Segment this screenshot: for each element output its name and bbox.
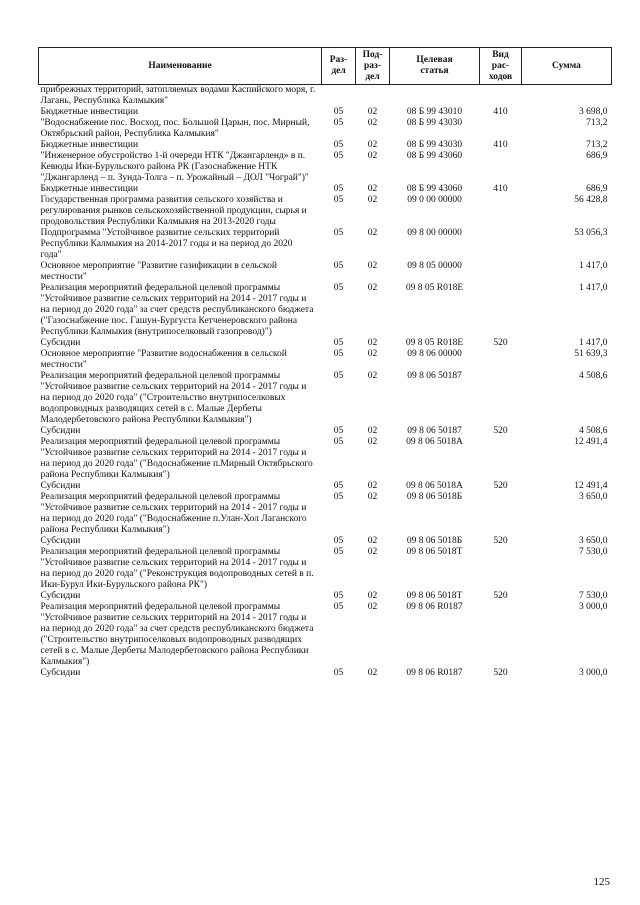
cell-razdel: 05 bbox=[333, 228, 344, 238]
cell-razdel: 05 bbox=[333, 602, 344, 612]
header-expense-type: Вид рас- ходов bbox=[480, 48, 522, 85]
table-row bbox=[39, 437, 612, 481]
cell-podrazdel: 02 bbox=[367, 118, 378, 128]
cell-name: Бюджетные инвестиции bbox=[40, 107, 139, 117]
cell-podrazdel: 02 bbox=[367, 426, 378, 436]
table-row bbox=[39, 151, 612, 184]
cell-podrazdel: 02 bbox=[367, 338, 378, 348]
cell-razdel: 05 bbox=[333, 426, 344, 436]
cell-razdel: 05 bbox=[333, 492, 344, 502]
cell-expense-type: 520 bbox=[493, 536, 508, 546]
cell-target-article: 08 Б 99 43060 bbox=[406, 151, 463, 161]
cell-podrazdel: 02 bbox=[367, 602, 378, 612]
cell-podrazdel: 02 bbox=[367, 591, 378, 601]
cell-podrazdel: 02 bbox=[367, 349, 378, 359]
cell-podrazdel: 02 bbox=[367, 668, 378, 678]
cell-sum: 12 491,4 bbox=[574, 481, 608, 491]
table-row bbox=[39, 591, 612, 602]
cell-razdel: 05 bbox=[333, 184, 344, 194]
header-razdel: Раз- дел bbox=[322, 48, 356, 85]
cell-expense-type bbox=[480, 261, 522, 283]
budget-table-page bbox=[38, 47, 611, 679]
cell-target-article: 09 8 06 5018А bbox=[406, 481, 463, 491]
cell-target-article: 09 8 05 00000 bbox=[407, 261, 462, 271]
cell-sum: 1 417,0 bbox=[579, 261, 608, 271]
cell-razdel: 05 bbox=[333, 547, 344, 557]
cell-podrazdel: 02 bbox=[367, 261, 378, 271]
cell-razdel: 05 bbox=[333, 481, 344, 491]
cell-name: "Водоснабжение пос. Восход, пос. Большой Царын, пос. Мирный, Октябрьский район, Республика Калмыкия" bbox=[40, 118, 310, 139]
cell-name: Реализация мероприятий федеральной целевой программы "Устойчивое развитие сельских территорий на 2014 - 2017 годы и на период до 2020 года" за счет средств республиканского бюджета ("Строительство внутрипоселковых водопроводных разводящих сетей в с. Малые Дербеты Малодербетовского района Республики Калмыкия") bbox=[40, 602, 314, 667]
cell-razdel: 05 bbox=[333, 668, 344, 678]
cell-podrazdel: 02 bbox=[367, 481, 378, 491]
cell-expense-type: 520 bbox=[493, 426, 508, 436]
cell-target-article: 08 Б 99 43030 bbox=[406, 118, 463, 128]
cell-sum: 4 508,6 bbox=[579, 426, 608, 436]
cell-name: Субсидии bbox=[40, 481, 81, 491]
cell-target-article: 08 Б 99 43060 bbox=[406, 184, 463, 194]
table-row bbox=[39, 140, 612, 151]
cell-expense-type: 520 bbox=[493, 668, 508, 678]
cell-sum: 3 698,0 bbox=[579, 107, 608, 117]
cell-sum: 1 417,0 bbox=[579, 283, 608, 293]
cell-name: Бюджетные инвестиции bbox=[40, 140, 139, 150]
cell-podrazdel: 02 bbox=[367, 437, 378, 447]
budget-table bbox=[38, 47, 612, 679]
cell-podrazdel: 02 bbox=[367, 536, 378, 546]
cell-target-article: 09 8 06 50187 bbox=[407, 426, 462, 436]
cell-razdel: 05 bbox=[333, 283, 344, 293]
table-row bbox=[39, 426, 612, 437]
cell-target-article: 09 0 00 00000 bbox=[407, 195, 462, 205]
table-header-row bbox=[39, 48, 612, 85]
cell-podrazdel: 02 bbox=[367, 371, 378, 381]
cell-name: Основное мероприятие "Развитие газификации в сельской местности" bbox=[40, 261, 277, 282]
page-number: 125 bbox=[593, 876, 610, 888]
cell-target-article: 09 8 06 5018Б bbox=[406, 492, 463, 502]
cell-name: Основное мероприятие "Развитие водоснабжения в сельской местности" bbox=[40, 349, 287, 370]
cell-target-article: 09 8 06 5018Б bbox=[406, 536, 463, 546]
cell-name: Реализация мероприятий федеральной целевой программы "Устойчивое развитие сельских территорий на 2014 - 2017 годы и на период до 2020 года" ("Водоснабжение п.Мирный Октябрьского района Республики Калмыкия") bbox=[40, 437, 313, 480]
cell-expense-type: 520 bbox=[493, 338, 508, 348]
cell-sum: 3 000,0 bbox=[579, 602, 608, 612]
cell-sum: 713,2 bbox=[586, 118, 608, 128]
table-body bbox=[39, 85, 612, 680]
cell-name: Субсидии bbox=[40, 426, 81, 436]
cell-expense-type bbox=[480, 547, 522, 591]
cell-sum: 686,9 bbox=[586, 184, 608, 194]
cell-razdel: 05 bbox=[333, 591, 344, 601]
cell-expense-type bbox=[480, 437, 522, 481]
cell-razdel: 05 bbox=[333, 195, 344, 205]
cell-razdel: 05 bbox=[333, 437, 344, 447]
table-row bbox=[39, 85, 612, 108]
cell-target-article: 09 8 06 5018Т bbox=[406, 591, 463, 601]
table-row bbox=[39, 668, 612, 679]
cell-expense-type bbox=[480, 118, 522, 140]
cell-razdel: 05 bbox=[333, 349, 344, 359]
table-row bbox=[39, 118, 612, 140]
cell-target-article: 09 8 06 5018Т bbox=[406, 547, 463, 557]
cell-podrazdel: 02 bbox=[367, 140, 378, 150]
cell-expense-type bbox=[480, 283, 522, 338]
table-row bbox=[39, 283, 612, 338]
table-row bbox=[39, 492, 612, 536]
table-row bbox=[39, 349, 612, 371]
cell-sum: 3 650,0 bbox=[579, 492, 608, 502]
cell-target-article: 09 8 06 5018А bbox=[406, 437, 463, 447]
cell-name: Бюджетные инвестиции bbox=[40, 184, 139, 194]
cell-target-article bbox=[390, 85, 480, 108]
cell-razdel: 05 bbox=[333, 371, 344, 381]
header-sum: Сумма bbox=[522, 48, 612, 85]
cell-name: Реализация мероприятий федеральной целевой программы "Устойчивое развитие сельских территорий на 2014 - 2017 годы и на период до 2020 года" ("Строительство внутрипоселковых водопроводных разводящих сетей в с. Малые Дербеты Малодербетовского района Республики Калмыкия") bbox=[40, 371, 307, 425]
table-row bbox=[39, 371, 612, 426]
cell-expense-type bbox=[480, 151, 522, 184]
cell-name: прибрежных территорий, затопляемых водами Каспийского моря, г. Лагань, Республика Калмыкия" bbox=[40, 85, 316, 106]
cell-razdel: 05 bbox=[333, 536, 344, 546]
cell-target-article: 09 8 06 50187 bbox=[407, 371, 462, 381]
cell-expense-type bbox=[480, 349, 522, 371]
cell-podrazdel: 02 bbox=[367, 151, 378, 161]
cell-target-article: 08 Б 99 43030 bbox=[406, 140, 463, 150]
cell-podrazdel: 02 bbox=[367, 107, 378, 117]
cell-sum: 3 000,0 bbox=[579, 668, 608, 678]
cell-target-article: 09 8 06 00000 bbox=[407, 349, 462, 359]
table-row bbox=[39, 228, 612, 261]
table-row bbox=[39, 107, 612, 118]
header-name: Наименование bbox=[39, 48, 322, 85]
table-row bbox=[39, 602, 612, 668]
cell-expense-type bbox=[480, 371, 522, 426]
cell-sum: 4 508,6 bbox=[579, 371, 608, 381]
cell-sum: 53 056,3 bbox=[574, 228, 608, 238]
cell-target-article: 09 8 05 R018E bbox=[405, 283, 464, 293]
cell-name: Субсидии bbox=[40, 536, 81, 546]
cell-expense-type: 410 bbox=[493, 140, 508, 150]
header-podrazdel: Под- раз- дел bbox=[356, 48, 390, 85]
cell-sum: 7 530,0 bbox=[579, 591, 608, 601]
cell-expense-type: 410 bbox=[493, 107, 508, 117]
cell-razdel: 05 bbox=[333, 140, 344, 150]
cell-sum: 1 417,0 bbox=[579, 338, 608, 348]
cell-name: Реализация мероприятий федеральной целевой программы "Устойчивое развитие сельских территорий на 2014 - 2017 годы и на период до 2020 года" ("Водоснабжение п.Улан-Хол Лаганского района Республики Калмыкия") bbox=[40, 492, 307, 535]
cell-target-article: 09 8 06 R0187 bbox=[406, 668, 463, 678]
cell-name: Государственная программа развития сельского хозяйства и регулирования рынков сельскохозяйственной продукции, сырья и продовольствия Республики Калмыкия на 2013-2020 годы bbox=[40, 195, 307, 227]
cell-name: Субсидии bbox=[40, 338, 81, 348]
cell-expense-type bbox=[480, 492, 522, 536]
table-row bbox=[39, 184, 612, 195]
cell-sum bbox=[522, 85, 612, 108]
cell-sum: 713,2 bbox=[586, 140, 608, 150]
table-row bbox=[39, 547, 612, 591]
cell-expense-type: 410 bbox=[493, 184, 508, 194]
header-target-article: Целевая статья bbox=[390, 48, 480, 85]
cell-expense-type bbox=[480, 602, 522, 668]
cell-razdel: 05 bbox=[333, 107, 344, 117]
cell-target-article: 09 8 06 R0187 bbox=[406, 602, 463, 612]
cell-podrazdel: 02 bbox=[367, 184, 378, 194]
cell-expense-type: 520 bbox=[493, 591, 508, 601]
cell-sum: 12 491,4 bbox=[574, 437, 608, 447]
cell-name: Подпрограмма "Устойчивое развитие сельских территорий Республики Калмыкия на 2014-2017 годы и на период до 2020 года" bbox=[40, 228, 293, 260]
cell-expense-type bbox=[480, 85, 522, 108]
cell-sum: 686,9 bbox=[586, 151, 608, 161]
table-row bbox=[39, 195, 612, 228]
cell-podrazdel: 02 bbox=[367, 547, 378, 557]
cell-target-article: 09 8 05 R018E bbox=[405, 338, 464, 348]
cell-razdel bbox=[322, 85, 356, 108]
cell-expense-type bbox=[480, 228, 522, 261]
cell-name: "Инженерное обустройство 1-й очереди НТК "Джангарленд» в п. Кевюды Ики-Бурульского района РК (Газоснабжение НТК "Джангарленд – п. Зунда-Толга – п. Урожайный – ДОЛ "Чограй")" bbox=[40, 151, 309, 183]
cell-podrazdel bbox=[356, 85, 390, 108]
table-row bbox=[39, 481, 612, 492]
cell-sum: 56 428,8 bbox=[574, 195, 608, 205]
cell-podrazdel: 02 bbox=[367, 228, 378, 238]
cell-razdel: 05 bbox=[333, 261, 344, 271]
cell-razdel: 05 bbox=[333, 151, 344, 161]
cell-expense-type bbox=[480, 195, 522, 228]
cell-target-article: 08 Б 99 43010 bbox=[406, 107, 463, 117]
cell-name: Субсидии bbox=[40, 591, 81, 601]
cell-target-article: 09 8 00 00000 bbox=[407, 228, 462, 238]
cell-name: Субсидии bbox=[40, 668, 81, 678]
cell-podrazdel: 02 bbox=[367, 492, 378, 502]
cell-expense-type: 520 bbox=[493, 481, 508, 491]
cell-name: Реализация мероприятий федеральной целевой программы "Устойчивое развитие сельских территорий на 2014 - 2017 годы и на период до 2020 года" ("Реконструкция водопроводных сетей в п. Ики-Бурул Ики-Бурульского района РК") bbox=[40, 547, 314, 590]
cell-name: Реализация мероприятий федеральной целевой программы "Устойчивое развитие сельских территорий на 2014 - 2017 годы и на период до 2020 года" за счет средств республиканского бюджета ("Газоснабжение пос. Гашун-Бургуста Кетченеровского района Республики Калмыкия (внутрипоселковый газопровод)") bbox=[40, 283, 314, 337]
cell-podrazdel: 02 bbox=[367, 195, 378, 205]
cell-razdel: 05 bbox=[333, 118, 344, 128]
cell-sum: 7 530,0 bbox=[579, 547, 608, 557]
table-row bbox=[39, 338, 612, 349]
table-row bbox=[39, 536, 612, 547]
table-row bbox=[39, 261, 612, 283]
cell-sum: 51 639,3 bbox=[574, 349, 608, 359]
cell-podrazdel: 02 bbox=[367, 283, 378, 293]
cell-sum: 3 650,0 bbox=[579, 536, 608, 546]
cell-razdel: 05 bbox=[333, 338, 344, 348]
